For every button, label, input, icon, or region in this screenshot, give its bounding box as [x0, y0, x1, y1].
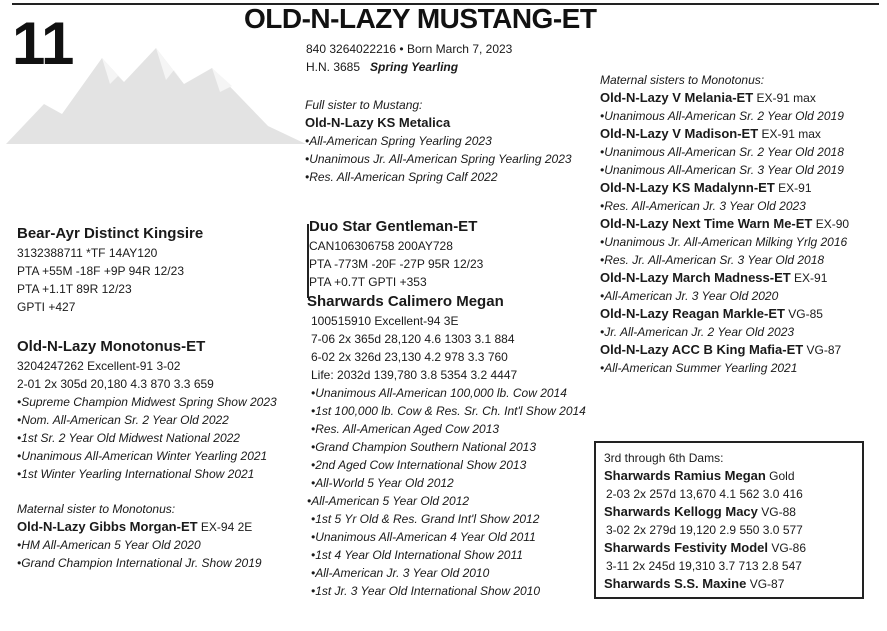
award-line: •1st Sr. 2 Year Old Midwest National 2022 [17, 431, 240, 445]
sister-score: EX-90 [815, 217, 850, 231]
further-dam-record: 3-02 2x 279d 19,120 2.9 550 3.0 577 [606, 523, 803, 537]
award-line: •All-American Spring Yearling 2023 [305, 134, 492, 148]
dam-entry [604, 503, 806, 521]
maternal-sisters-heading: Maternal sisters to Monotonus: [600, 73, 765, 87]
award-line: •Res. Jr. All-American Sr. 3 Year Old 2018 [600, 253, 825, 267]
pedigree-line: PTA +55M -18F +9P 94R 12/23 [17, 264, 184, 278]
dam-entry [604, 575, 806, 593]
full-sister-heading: Full sister to Mustang: [305, 98, 423, 112]
award-line: •Res. All-American Jr. 3 Year Old 2023 [600, 199, 806, 213]
pedigree-line: PTA +0.7T GPTI +353 [309, 275, 427, 289]
animal-class: Spring Yearling [370, 60, 459, 74]
sister-entry [600, 305, 849, 323]
sister-score: VG-85 [788, 307, 823, 321]
sister-entry [600, 269, 849, 287]
pedigree-line: 3132388711 *TF 14AY120 [17, 246, 158, 260]
award-line: •Grand Champion International Jr. Show 2019 [17, 556, 262, 570]
award-line: •1st 5 Yr Old & Res. Grand Int'l Show 2012 [311, 512, 540, 526]
sister-name: Old-N-Lazy Next Time Warn Me-ET [600, 216, 813, 231]
sister-name: Old-N-Lazy V Melania-ET [600, 90, 754, 105]
dam-entry [604, 467, 806, 485]
lot-number: 11 [12, 10, 74, 77]
award-line: •Unanimous All-American Sr. 3 Year Old 2019 [600, 163, 844, 177]
pedigree-line: PTA +1.1T 89R 12/23 [17, 282, 132, 296]
dam-sister-score: EX-94 2E [200, 520, 253, 534]
dam-sister-name: Old-N-Lazy Gibbs Morgan-ET [17, 519, 198, 534]
animal-hn-line [306, 58, 512, 76]
award-line: •All-World 5 Year Old 2012 [311, 476, 454, 490]
award-line: •Unanimous All-American 100,000 lb. Cow 2014 [311, 386, 567, 400]
paternal-grandsire-name: Bear-Ayr Distinct Kingsire [17, 225, 204, 242]
award-line: •All-American Jr. 3 Year Old 2010 [311, 566, 490, 580]
sister-score: EX-91 max [756, 91, 816, 105]
further-dam-record: 3-11 2x 245d 19,310 3.7 713 2.8 547 [606, 559, 802, 573]
further-dam-name: Sharwards Festivity Model [604, 540, 768, 555]
award-line: •Unanimous Jr. All-American Spring Yearling 2023 [305, 152, 572, 166]
sister-score: EX-91 [794, 271, 828, 285]
award-line: •Supreme Champion Midwest Spring Show 2023 [17, 395, 277, 409]
sister-entry [600, 89, 849, 107]
pedigree-line: PTA -773M -20F -27P 95R 12/23 [309, 257, 484, 271]
award-line: •HM All-American 5 Year Old 2020 [17, 538, 201, 552]
sister-entry [600, 341, 849, 359]
pedigree-line: 2-01 2x 305d 20,180 4.3 870 3.3 659 [17, 377, 214, 391]
award-line: •Unanimous All-American Sr. 2 Year Old 2019 [600, 109, 844, 123]
dam-entry [604, 539, 806, 557]
sister-name: Old-N-Lazy V Madison-ET [600, 126, 759, 141]
further-dam-score: VG-86 [771, 541, 807, 555]
sister-score: EX-91 [778, 181, 812, 195]
award-line: •1st Winter Yearling International Show 2021 [17, 467, 255, 481]
award-line: •Unanimous All-American 4 Year Old 2011 [311, 530, 536, 544]
animal-info [306, 40, 512, 76]
award-line: •Unanimous Jr. All-American Milking Yrlg 2016 [600, 235, 848, 249]
sister-name: Old-N-Lazy KS Madalynn-ET [600, 180, 775, 195]
award-line: •All-American Summer Yearling 2021 [600, 361, 798, 375]
award-line: •Unanimous All-American Winter Yearling 2021 [17, 449, 268, 463]
sister-score: VG-87 [806, 343, 842, 357]
dam-sister-section [17, 500, 262, 572]
sister-score: EX-91 max [761, 127, 821, 141]
award-line: •Nom. All-American Sr. 2 Year Old 2022 [17, 413, 229, 427]
sire-name: Duo Star Gentleman-ET [309, 218, 478, 235]
pedigree-line: Life: 2032d 139,780 3.8 5354 3.2 4447 [311, 368, 518, 382]
further-dam-name: Sharwards Ramius Megan [604, 468, 766, 483]
sister-entry [600, 179, 849, 197]
second-dam-section [307, 292, 586, 600]
award-line: •Jr. All-American Jr. 2 Year Old 2023 [600, 325, 795, 339]
dam-section [17, 337, 277, 483]
pedigree-line: 100515910 Excellent-94 3E [311, 314, 459, 328]
pedigree-line: 7-06 2x 365d 28,120 4.6 1303 3.1 884 [311, 332, 515, 346]
sire-section [309, 217, 483, 291]
award-line: •2nd Aged Cow International Show 2013 [311, 458, 527, 472]
award-line: •Unanimous All-American Sr. 2 Year Old 2018 [600, 145, 844, 159]
pedigree-line: 3204247262 Excellent-91 3-02 [17, 359, 181, 373]
animal-name: OLD-N-LAZY MUSTANG-ET [244, 3, 597, 34]
further-dams-box [594, 441, 864, 599]
sister-name: Old-N-Lazy March Madness-ET [600, 270, 791, 285]
full-sister-name: Old-N-Lazy KS Metalica [305, 115, 451, 130]
further-dam-score: Gold [769, 469, 795, 483]
award-line: •All-American 5 Year Old 2012 [307, 494, 470, 508]
further-dam-name: Sharwards S.S. Maxine [604, 576, 747, 591]
further-dams-heading: 3rd through 6th Dams: [604, 451, 724, 465]
animal-id-line: 840 3264022216 • Born March 7, 2023 [306, 42, 513, 56]
award-line: •1st 4 Year Old International Show 2011 [311, 548, 523, 562]
sister-name: Old-N-Lazy ACC B King Mafia-ET [600, 342, 804, 357]
further-dams-content [604, 449, 806, 593]
award-line: •Res. All-American Spring Calf 2022 [305, 170, 498, 184]
sister-entry [600, 125, 849, 143]
pedigree-line: GPTI +427 [17, 300, 76, 314]
animal-hn: H.N. 3685 [306, 60, 361, 74]
pedigree-line: 6-02 2x 326d 23,130 4.2 978 3.3 760 [311, 350, 508, 364]
further-dam-record: 2-03 2x 257d 13,670 4.1 562 3.0 416 [606, 487, 803, 501]
award-line: •1st 100,000 lb. Cow & Res. Sr. Ch. Int'l Show 2014 [311, 404, 586, 418]
dam-sister-heading: Maternal sister to Monotonus: [17, 502, 176, 516]
award-line: •All-American Jr. 3 Year Old 2020 [600, 289, 779, 303]
paternal-grandsire-section [17, 224, 203, 316]
award-line: •1st Jr. 3 Year Old International Show 2010 [311, 584, 541, 598]
pedigree-line: CAN106306758 200AY728 [309, 239, 453, 253]
further-dam-name: Sharwards Kellogg Macy [604, 504, 758, 519]
further-dam-score: VG-87 [749, 577, 785, 591]
further-dam-score: VG-88 [761, 505, 796, 519]
maternal-sisters-section [600, 71, 849, 377]
sister-entry [600, 215, 849, 233]
second-dam-name: Sharwards Calimero Megan [307, 293, 504, 310]
award-line: •Grand Champion Southern National 2013 [311, 440, 537, 454]
award-line: •Res. All-American Aged Cow 2013 [311, 422, 500, 436]
dam-sister-line [17, 518, 262, 536]
sister-name: Old-N-Lazy Reagan Markle-ET [600, 306, 785, 321]
full-sister-section [305, 96, 572, 186]
dam-name: Old-N-Lazy Monotonus-ET [17, 338, 206, 355]
